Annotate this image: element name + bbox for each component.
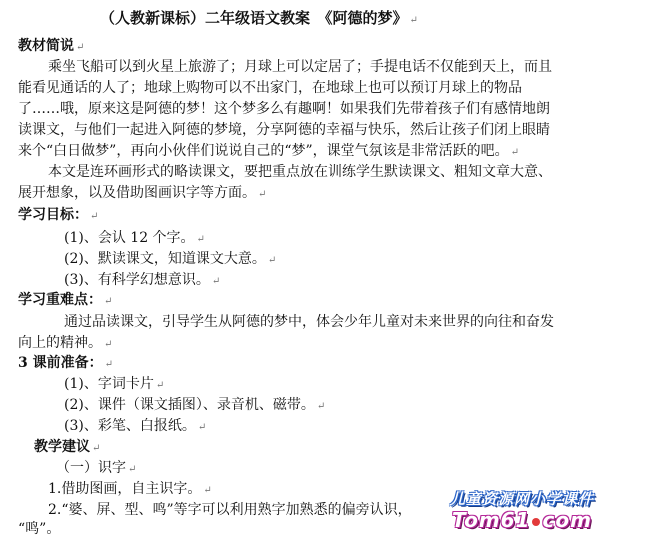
prep-item: (1)、字词卡片 ↵ (64, 376, 165, 392)
focus-line: 通过品读课文，引导学生从阿德的梦中，体会少年儿童对未来世界的向往和奋发 (64, 314, 554, 330)
paragraph-mark: ↵ (409, 15, 418, 26)
watermark-url: Tom61 com (452, 508, 592, 532)
suggest-heading: 教学建议 ↵ (34, 439, 101, 455)
goal-item: (1)、会认 12 个字。 ↵ (64, 230, 205, 246)
prep-item: (2)、课件（课文插图）、录音机、磁带。 ↵ (64, 397, 326, 413)
step-2: 2.“婆、屏、型、鸣”等字可以利用熟字加熟悉的偏旁认识， (48, 502, 412, 518)
watermark-dot (532, 518, 540, 526)
intro-line: 乘坐飞船可以到火星上旅游了；月球上可以定居了；手提电话不仅能到天上，而且 (48, 59, 552, 75)
step-1: 1.借助图画，自主识字。 ↵ (48, 481, 212, 497)
prep-heading: 3 课前准备： ↵ (18, 355, 114, 371)
goals-heading: 学习目标： ↵ (18, 207, 99, 223)
goal-item: (3)、有科学幻想意识。 ↵ (64, 272, 221, 288)
intro-line: 来个“白日做梦”，再向小伙伴们说说自己的“梦”，课堂气氛该是非常活跃的吧。 ↵ (18, 143, 520, 159)
intro-line: 读课文，与他们一起进入阿德的梦境，分享阿德的幸福与快乐，然后让孩子们闭上眼睛 (18, 122, 550, 138)
goal-item: (2)、默读课文，知道课文大意。 ↵ (64, 251, 277, 267)
intro-line: 本文是连环画形式的略读课文，要把重点放在训练学生默读课文、粗知文章大意、 (48, 164, 552, 180)
sub-heading: （一）识字 ↵ (56, 460, 137, 476)
document-title: （人教新课标）二年级语文教案 《阿德的梦》 ↵ (100, 9, 418, 27)
prep-item: (3)、彩笔、白报纸。 ↵ (64, 418, 207, 434)
focus-line: 向上的精神。 ↵ (18, 335, 113, 351)
intro-line: 能看见通话的人了；地球上购物可以不出家门，在地球上也可以预订月球上的物品 (18, 80, 522, 96)
focus-heading: 学习重难点： ↵ (18, 292, 113, 308)
intro-line: 了……哦，原来这是阿德的梦！这个梦多么有趣啊！如果我们先带着孩子们有感情地朗 (18, 101, 550, 117)
intro-line: 展开想象，以及借助图画识字等方面。 ↵ (18, 185, 267, 201)
step-2-cont: “鸣”。 (18, 521, 61, 537)
intro-heading: 教材简说 ↵ (18, 38, 85, 54)
watermark-text: 儿童资源网小学课件 (450, 490, 595, 508)
